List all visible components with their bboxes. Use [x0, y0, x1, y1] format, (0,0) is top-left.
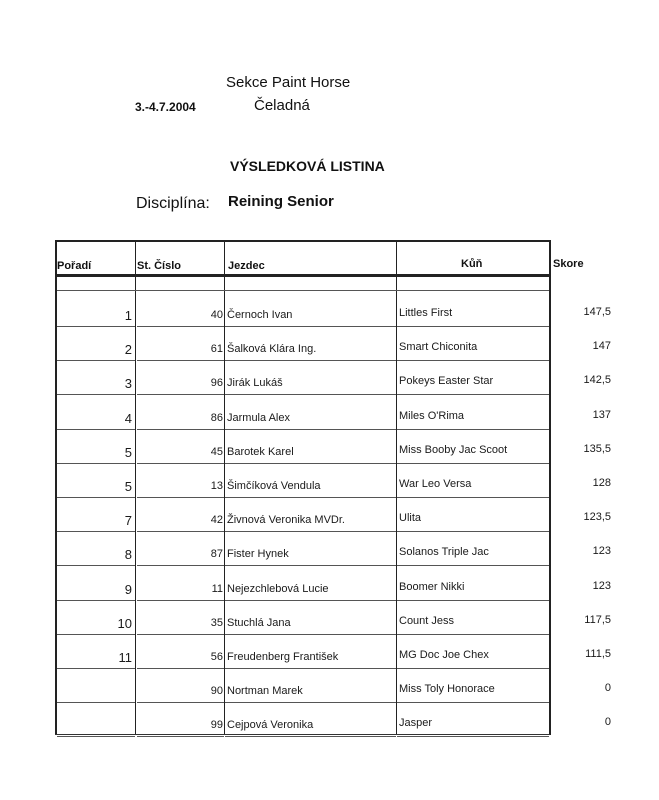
score-cell: 123,5: [583, 511, 611, 523]
row-divider: [57, 360, 135, 361]
table-bottom-border: [55, 734, 550, 735]
table-col-divider: [135, 240, 136, 735]
horse-cell: Miss Toly Honorace: [399, 683, 495, 695]
horse-cell: MG Doc Joe Chex: [399, 649, 489, 661]
row-divider: [397, 394, 549, 395]
row-divider: [137, 531, 224, 532]
number-cell: 13: [210, 480, 223, 492]
row-divider: [397, 497, 549, 498]
row-divider: [225, 736, 396, 737]
row-divider: [225, 497, 396, 498]
row-divider: [57, 429, 135, 430]
horse-cell: Smart Chiconita: [399, 341, 478, 353]
number-cell: 99: [210, 719, 223, 731]
score-cell: 123: [592, 545, 611, 557]
row-divider: [225, 531, 396, 532]
horse-cell: War Leo Versa: [399, 478, 472, 490]
row-divider: [397, 565, 549, 566]
row-divider: [225, 463, 396, 464]
row-divider: [397, 702, 549, 703]
row-divider: [225, 565, 396, 566]
discipline-label: Disciplína:: [136, 195, 210, 212]
row-divider: [225, 360, 396, 361]
number-cell: 35: [210, 617, 223, 629]
score-cell: 0: [604, 716, 611, 728]
row-divider: [57, 497, 135, 498]
horse-cell: Jasper: [399, 717, 433, 729]
rank-cell: 4: [124, 411, 132, 426]
horse-cell: Boomer Nikki: [399, 581, 465, 593]
score-cell: 128: [592, 477, 611, 489]
row-divider: [225, 429, 396, 430]
row-divider: [397, 429, 549, 430]
row-divider: [57, 600, 135, 601]
score-cell: 123: [592, 580, 611, 592]
row-divider: [137, 429, 224, 430]
rank-cell: 5: [124, 479, 132, 494]
row-divider: [225, 634, 396, 635]
number-cell: 90: [210, 685, 223, 697]
row-divider: [57, 565, 135, 566]
horse-cell: Solanos Triple Jac: [399, 546, 489, 558]
score-cell: 135,5: [583, 443, 611, 455]
row-divider: [57, 702, 135, 703]
score-cell: 147,5: [583, 306, 611, 318]
rider-cell: Nejezchlebová Lucie: [227, 583, 329, 595]
table-col-divider: [224, 240, 225, 735]
row-divider: [225, 326, 396, 327]
number-cell: 11: [211, 583, 223, 595]
row-divider: [57, 394, 135, 395]
score-cell: 117,5: [584, 614, 611, 626]
table-right-border: [549, 240, 551, 735]
row-divider: [137, 394, 224, 395]
row-divider: [137, 565, 224, 566]
rank-cell: 1: [124, 308, 132, 323]
rider-cell: Černoch Ivan: [227, 309, 293, 321]
event-date: 3.-4.7.2004: [135, 100, 196, 114]
row-divider: [137, 463, 224, 464]
horse-cell: Miles O'Rima: [399, 410, 465, 422]
row-divider: [57, 531, 135, 532]
event-place: Čeladná: [254, 97, 310, 114]
table-top-border: [55, 240, 550, 242]
row-divider: [57, 736, 135, 737]
row-divider: [137, 668, 224, 669]
section-title: Sekce Paint Horse: [226, 74, 351, 91]
rider-cell: Šimčíková Vendula: [227, 480, 321, 492]
col-header-score: Skore: [553, 258, 584, 270]
row-divider: [397, 634, 549, 635]
rider-cell: Cejpová Veronika: [227, 719, 314, 731]
row-divider: [397, 736, 549, 737]
horse-cell: Pokeys Easter Star: [399, 375, 494, 387]
row-divider: [57, 290, 549, 291]
rider-cell: Barotek Karel: [227, 446, 294, 458]
col-header-number: St. Číslo: [137, 260, 182, 272]
score-cell: 0: [604, 682, 611, 694]
rider-cell: Stuchlá Jana: [227, 617, 291, 629]
rank-cell: 8: [124, 547, 132, 562]
score-cell: 137: [592, 409, 611, 421]
rank-cell: 2: [124, 342, 132, 357]
row-divider: [57, 326, 135, 327]
number-cell: 56: [210, 651, 223, 663]
row-divider: [225, 668, 396, 669]
row-divider: [137, 634, 224, 635]
rider-cell: Nortman Marek: [227, 685, 303, 697]
row-divider: [57, 463, 135, 464]
score-cell: 111,5: [585, 648, 611, 660]
table-header-border: [55, 274, 550, 277]
rank-cell: 7: [124, 513, 132, 528]
horse-cell: Littles First: [399, 307, 453, 319]
table-left-border: [55, 240, 57, 735]
number-cell: 40: [210, 309, 223, 321]
row-divider: [397, 326, 549, 327]
score-cell: 147: [592, 340, 611, 352]
score-cell: 142,5: [583, 374, 611, 386]
col-header-rider: Jezdec: [228, 260, 265, 272]
rider-cell: Živnová Veronika MVDr.: [227, 514, 345, 526]
row-divider: [397, 531, 549, 532]
row-divider: [397, 600, 549, 601]
row-divider: [397, 360, 549, 361]
number-cell: 86: [210, 412, 223, 424]
horse-cell: Ulita: [399, 512, 422, 524]
rider-cell: Jarmula Alex: [227, 412, 290, 424]
horse-cell: Count Jess: [399, 615, 455, 627]
row-divider: [137, 360, 224, 361]
horse-cell: Miss Booby Jac Scoot: [399, 444, 508, 456]
row-divider: [137, 326, 224, 327]
col-header-horse: Kůň: [461, 258, 483, 270]
row-divider: [225, 702, 396, 703]
row-divider: [397, 463, 549, 464]
row-divider: [225, 600, 396, 601]
row-divider: [137, 497, 224, 498]
discipline-value: Reining Senior: [228, 193, 334, 210]
row-divider: [137, 736, 224, 737]
number-cell: 42: [210, 514, 223, 526]
document-title: VÝSLEDKOVÁ LISTINA: [230, 158, 385, 174]
rank-cell: 10: [117, 616, 132, 631]
row-divider: [57, 634, 135, 635]
rider-cell: Fister Hynek: [227, 548, 289, 560]
rider-cell: Šalková Klára Ing.: [227, 343, 317, 355]
rider-cell: Jirák Lukáš: [227, 377, 283, 389]
rank-cell: 9: [124, 582, 132, 597]
col-header-rank: Pořadí: [57, 260, 92, 272]
table-col-divider: [396, 240, 397, 735]
row-divider: [397, 668, 549, 669]
number-cell: 61: [210, 343, 223, 355]
rank-cell: 3: [124, 376, 132, 391]
rank-cell: 5: [124, 445, 132, 460]
rider-cell: Freudenberg František: [227, 651, 339, 663]
number-cell: 87: [210, 548, 223, 560]
row-divider: [137, 702, 224, 703]
rank-cell: 11: [118, 650, 132, 665]
number-cell: 45: [210, 446, 223, 458]
number-cell: 96: [210, 377, 223, 389]
row-divider: [225, 394, 396, 395]
row-divider: [57, 668, 135, 669]
row-divider: [137, 600, 224, 601]
